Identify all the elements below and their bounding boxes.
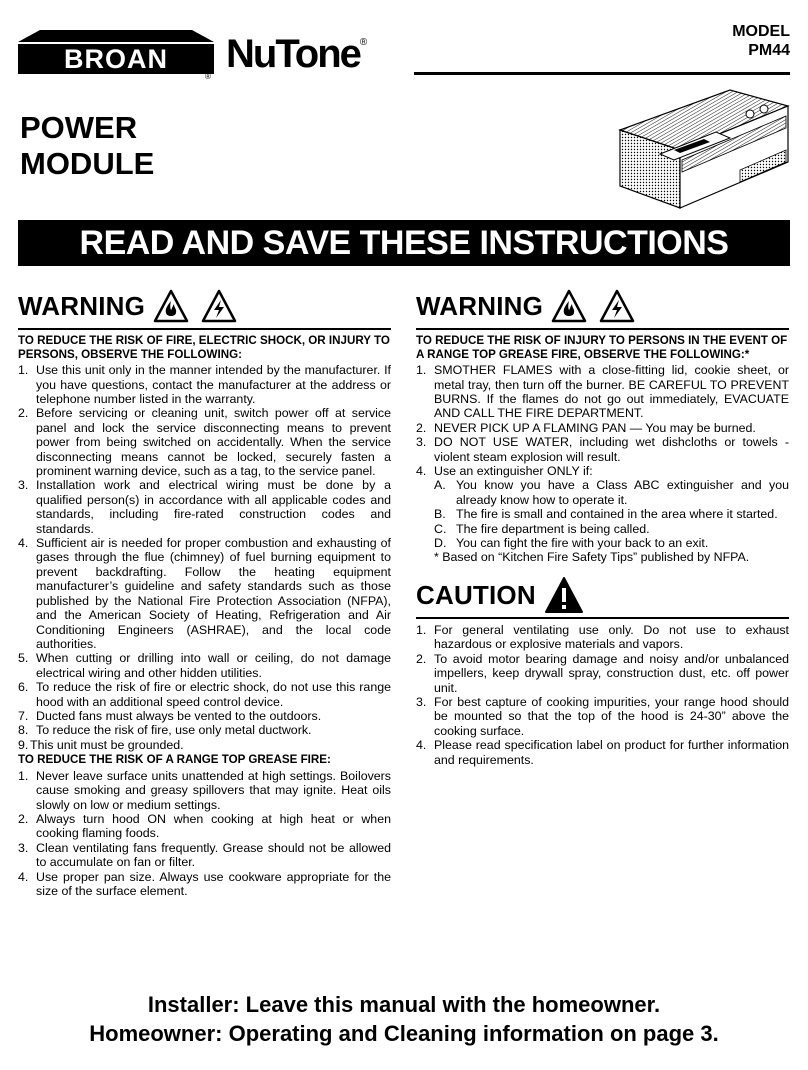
product-title (20, 110, 154, 182)
left-warning-rule (18, 328, 391, 330)
right-warning-title: WARNING (416, 290, 544, 321)
list-item: 1. Never leave surface units unattended at high settings. Boilovers cause smoking and greasy spillovers that may ignite. Heat oils slowly on low or medium settings. (18, 768, 391, 812)
list-item: 1. For general ventilating use only. Do not use to exhaust hazardous or explosive materials and vapors. (416, 622, 789, 652)
broan-wordmark: BROAN (64, 44, 168, 74)
list-item: 3. Clean ventilating fans frequently. Grease should not be allowed to accumulate on fan or filter. (18, 840, 391, 870)
list-item: 7. Ducted fans must always be vented to the outdoors. (18, 708, 322, 723)
read-and-save-banner: READ AND SAVE THESE INSTRUCTIONS (18, 220, 790, 266)
model-block (732, 22, 790, 60)
nfpa-footnote: * Based on “Kitchen Fire Safety Tips” published by NFPA. (434, 550, 750, 565)
left-warning-heading (18, 286, 391, 326)
grease-fire-list (18, 769, 391, 899)
caution-list (416, 623, 789, 767)
electric-shock-icon (201, 289, 237, 323)
list-item: 2. NEVER PICK UP A FLAMING PAN — You may be burned. (416, 420, 756, 435)
list-item: 9. This unit must be grounded. (18, 737, 184, 752)
model-label: MODEL (732, 23, 790, 40)
electric-shock-icon (599, 289, 635, 323)
list-item: 8. To reduce the risk of fire, use only metal ductwork. (18, 723, 312, 738)
list-item: 6. To reduce the risk of fire or electric shock, do not use this range hood with an additional speed control device. (18, 680, 391, 709)
left-warning-intro: TO REDUCE THE RISK OF FIRE, ELECTRIC SHOCK, OR INJURY TO PERSONS, OBSERVE THE FOLLOWING: (18, 334, 390, 361)
right-warning-rule (416, 328, 789, 330)
grease-fire-heading: TO REDUCE THE RISK OF A RANGE TOP GREASE FIRE: (18, 753, 331, 767)
list-item: 4. Use an extinguisher ONLY if: (416, 464, 593, 479)
right-warning-heading (416, 286, 789, 326)
nutone-logo (226, 34, 367, 74)
list-item: 3. DO NOT USE WATER, including wet dishcloths or towels - violent steam explosion will result. (416, 435, 789, 464)
model-number: PM44 (748, 42, 790, 59)
list-item: 3. For best capture of cooking impurities, your range hood should be mounted so that the top of the hood is 24-30” above the cooking surface. (416, 694, 789, 738)
header-rule (414, 72, 790, 75)
list-item: A. You know you have a Class ABC extinguisher and you already know how to operate it. (434, 478, 789, 507)
fire-hazard-icon (551, 289, 587, 323)
list-item: 4. Please read specification label on product for further information and requirements. (416, 738, 789, 767)
broan-logo (18, 22, 214, 80)
right-warning-list (416, 363, 789, 478)
list-item: 1. Use this unit only in the manner intended by the manufacturer. If you have questions, contact the manufacturer at the address or telephone number listed in the warranty. (18, 363, 391, 406)
footer-homeowner-line: Homeowner: Operating and Cleaning information on page 3. (89, 1021, 719, 1046)
list-item: 4. Sufficient air is needed for proper combustion and exhausting of gases through the flue (chimney) of fuel burning equipment to prevent backdrafting. Follow the heating equipment manufacturer’s guideline and safety standards such as those published by the National Fire Protection Association (NFPA), and the American Society of Heating, Refrigeration and Air Conditioning Engineers (ASHRAE), and the local code authorities. (18, 536, 391, 651)
left-warning-title: WARNING (18, 290, 146, 321)
right-column (416, 286, 789, 767)
fire-hazard-icon (153, 289, 189, 323)
caution-rule (416, 617, 789, 619)
left-warning-list (18, 363, 391, 752)
list-item: C. The fire department is being called. (434, 521, 650, 536)
left-warning-column (18, 286, 391, 898)
right-warning-intro: TO REDUCE THE RISK OF INJURY TO PERSONS IN THE EVENT OF A RANGE TOP GREASE FIRE, OBSERVE THE FOLLOWING:* (416, 334, 788, 361)
caution-section (416, 575, 789, 767)
list-item: 5. When cutting or drilling into wall or ceiling, do not damage electrical wiring and other hidden utilities. (18, 651, 391, 680)
list-item: 1. SMOTHER FLAMES with a close-fitting lid, cookie sheet, or metal tray, then turn off the burner. BE CAREFUL TO PREVENT BURNS. If the flames do not go out immediately, EVACUATE AND CALL THE FIRE DEPARTMENT. (416, 363, 789, 421)
extinguisher-conditions-list (434, 478, 789, 550)
list-item: D. You can fight the fire with your back to an exit. (434, 536, 709, 551)
power-module-illustration (600, 88, 790, 212)
caution-exclamation-icon (544, 576, 584, 614)
nutone-registered-mark: ® (359, 37, 368, 48)
list-item: 2. To avoid motor bearing damage and noisy and/or unbalanced impellers, keep drywall spray, construction dust, etc. off power unit. (416, 651, 789, 695)
list-item: 4. Use proper pan size. Always use cookware appropriate for the size of the surface element. (18, 869, 391, 898)
list-item: 2. Always turn hood ON when cooking at high heat or when cooking flaming foods. (18, 811, 391, 841)
nutone-wordmark: NuTone (226, 32, 360, 76)
footer-note (0, 990, 808, 1048)
caution-heading (416, 575, 789, 615)
list-item: 2. Before servicing or cleaning unit, switch power off at service panel and lock the service disconnecting means to prevent power from being switched on accidentally. When the service disconnecting means cannot be locked, securely fasten a prominent warning device, such as a tag, to the service panel. (18, 406, 391, 479)
footer-installer-line: Installer: Leave this manual with the homeowner. (147, 992, 661, 1017)
product-title-line1: POWER (20, 110, 138, 145)
product-title-line2: MODULE (20, 146, 155, 181)
broan-registered-mark: ® (205, 72, 211, 80)
caution-title: CAUTION (416, 579, 536, 610)
list-item: 3. Installation work and electrical wiring must be done by a qualified person(s) in accordance with all applicable codes and standards, including fire-rated construction codes and standards. (18, 478, 391, 536)
list-item: B. The fire is small and contained in the area where it started. (434, 507, 778, 522)
